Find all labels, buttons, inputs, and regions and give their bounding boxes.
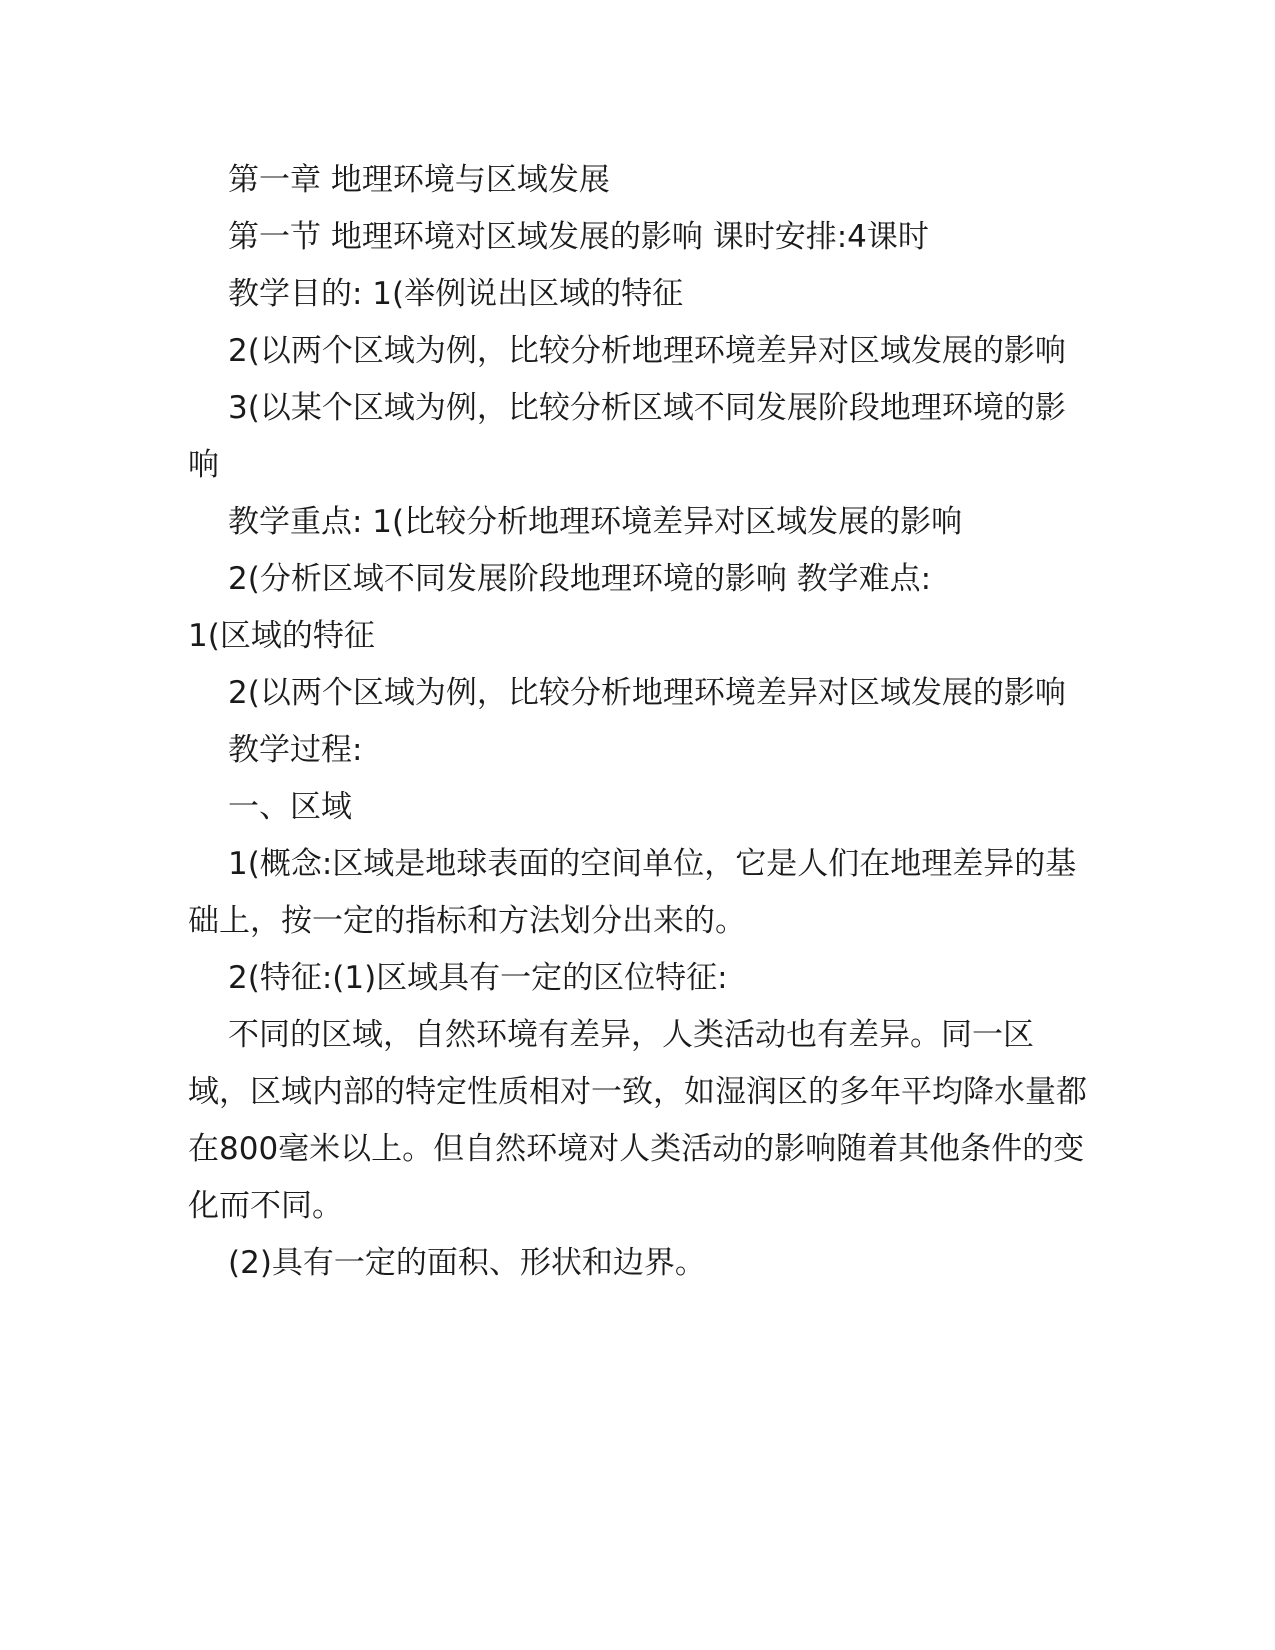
region-feature-1-detail: 不同的区域，自然环境有差异，人类活动也有差异。同一区域，区域内部的特定性质相对一致，如湿润区的多年平均降水量都在800毫米以上。但自然环境对人类活动的影响随着其他条件的变化而不同。 <box>188 1017 1087 1224</box>
difficulty-2: 2(以两个区域为例，比较分析地理环境差异对区域发展的影响 <box>228 675 1066 711</box>
teaching-objective-2: 2(以两个区域为例，比较分析地理环境差异对区域发展的影响 <box>228 333 1066 369</box>
part-one-heading: 一、区域 <box>228 789 352 825</box>
section-title: 第一节 地理环境对区域发展的影响 课时安排:4课时 <box>228 219 929 255</box>
teaching-objective-3: 3(以某个区域为例，比较分析区域不同发展阶段地理环境的影响 <box>188 390 1066 483</box>
region-feature-1: 2(特征:(1)区域具有一定的区位特征: <box>228 960 728 996</box>
document-body <box>188 152 1088 1292</box>
chapter-title: 第一章 地理环境与区域发展 <box>228 162 610 198</box>
teaching-process-heading: 教学过程: <box>228 732 363 768</box>
key-point-2: 2(分析区域不同发展阶段地理环境的影响 教学难点: <box>228 561 932 597</box>
region-concept: 1(概念:区域是地球表面的空间单位，它是人们在地理差异的基础上，按一定的指标和方法划分出来的。 <box>188 846 1077 939</box>
region-feature-2: (2)具有一定的面积、形状和边界。 <box>228 1245 706 1281</box>
difficulty-1: 1(区域的特征 <box>188 618 375 654</box>
teaching-objective-1: 教学目的: 1(举例说出区域的特征 <box>228 276 684 312</box>
key-point-1: 教学重点: 1(比较分析地理环境差异对区域发展的影响 <box>228 504 963 540</box>
